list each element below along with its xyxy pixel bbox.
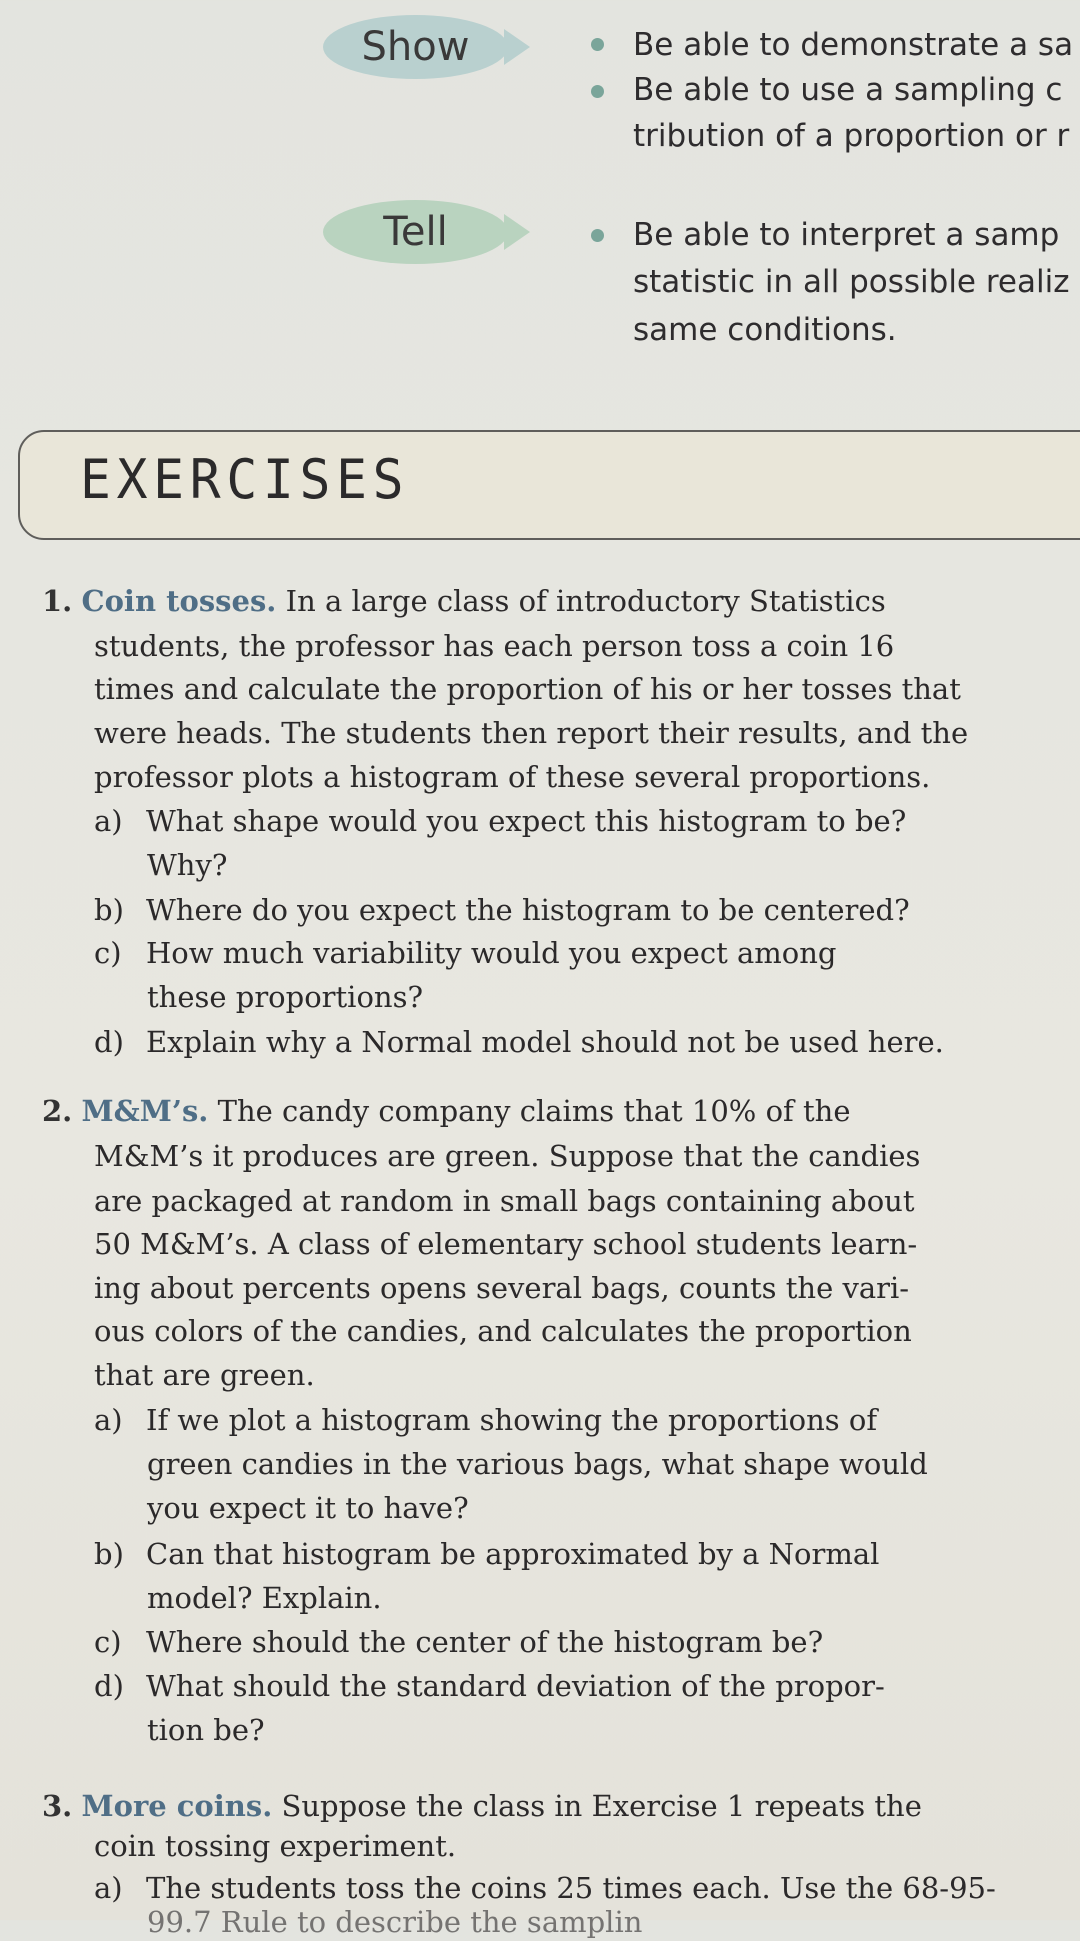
exercise-3-line (42, 1787, 922, 1825)
item-label: d) (94, 1669, 124, 1703)
exercise-2-line (42, 1092, 851, 1130)
exercise-1-item (94, 802, 906, 840)
exercise-1-item (94, 1023, 944, 1061)
bullet-icon (591, 38, 604, 51)
exercise-2-line: ous colors of the candies, and calculates the proportion (94, 1314, 912, 1348)
exercise-1-item (94, 891, 910, 929)
item-text: What shape would you expect this histogram to be? (146, 804, 907, 838)
item-label: a) (94, 804, 123, 838)
show-objective-line: tribution of a proportion or r (633, 118, 1070, 154)
exercise-2-item (94, 1401, 877, 1439)
show-objective-line: Be able to use a sampling c (633, 72, 1063, 108)
exercise-2-item-cont: green candies in the various bags, what shape would (147, 1447, 928, 1481)
exercise-1-line: times and calculate the proportion of his or her tosses that (94, 672, 961, 706)
exercise-3-item (94, 1869, 996, 1907)
exercise-1-item (94, 934, 836, 972)
section-title: EXERCISES (80, 448, 410, 511)
item-text: Where should the center of the histogram be? (146, 1625, 824, 1659)
tell-pill (323, 200, 508, 264)
exercise-number: 2. (42, 1094, 73, 1128)
exercise-3-line: coin tossing experiment. (94, 1829, 457, 1863)
item-text: What should the standard deviation of the propor- (146, 1669, 885, 1703)
item-text: Explain why a Normal model should not be used here. (146, 1025, 944, 1059)
exercise-2-item (94, 1667, 885, 1705)
exercise-2-line: 50 M&M’s. A class of elementary school students learn- (94, 1227, 918, 1261)
item-label: b) (94, 893, 124, 927)
item-text: If we plot a histogram showing the proportions of (146, 1403, 878, 1437)
exercise-number: 3. (42, 1789, 73, 1823)
item-text: Where do you expect the histogram to be centered? (146, 893, 910, 927)
item-label: d) (94, 1025, 124, 1059)
item-text: How much variability would you expect among (146, 936, 837, 970)
exercise-heading: M&M’s. (81, 1094, 209, 1128)
tell-objective-line: Be able to interpret a samp (633, 217, 1060, 253)
show-pill (323, 15, 508, 79)
exercise-text: The candy company claims that 10% of the (217, 1094, 851, 1128)
item-label: a) (94, 1403, 123, 1437)
item-label: a) (94, 1871, 123, 1905)
exercise-heading: More coins. (81, 1789, 273, 1823)
exercise-2-item (94, 1623, 823, 1661)
item-text: Can that histogram be approximated by a Normal (146, 1537, 880, 1571)
exercise-2-line: ing about percents opens several bags, counts the vari- (94, 1271, 910, 1305)
exercise-text: In a large class of introductory Statistics (285, 584, 886, 618)
exercise-1-item-cont: Why? (147, 848, 228, 882)
exercise-2-item-cont: model? Explain. (147, 1581, 382, 1615)
exercise-2-line: are packaged at random in small bags containing about (94, 1184, 915, 1218)
exercise-heading: Coin tosses. (81, 584, 277, 618)
tell-objective-line: same conditions. (633, 312, 897, 348)
exercise-1-line: were heads. The students then report their results, and the (94, 716, 969, 750)
exercise-1-line (42, 582, 886, 620)
exercise-3-item-cont: 99.7 Rule to describe the samplin (147, 1905, 643, 1939)
exercise-2-item-cont: you expect it to have? (147, 1491, 469, 1525)
exercise-2-item-cont: tion be? (147, 1713, 265, 1747)
tell-objective-line: statistic in all possible realiz (633, 264, 1070, 300)
exercise-1-line: students, the professor has each person toss a coin 16 (94, 629, 895, 663)
exercise-2-line: M&M’s it produces are green. Suppose that the candies (94, 1139, 921, 1173)
bullet-icon (591, 229, 604, 242)
exercise-text: Suppose the class in Exercise 1 repeats the (281, 1789, 922, 1823)
show-label: Show (361, 24, 470, 70)
item-text: The students toss the coins 25 times each. Use the 68-95- (146, 1871, 996, 1905)
exercise-2-item (94, 1535, 879, 1573)
exercise-1-item-cont: these proportions? (147, 980, 424, 1014)
tell-label: Tell (383, 209, 448, 255)
show-objective-line: Be able to demonstrate a sa (633, 27, 1074, 63)
item-label: c) (94, 936, 122, 970)
exercise-number: 1. (42, 584, 73, 618)
item-label: b) (94, 1537, 124, 1571)
exercise-2-line: that are green. (94, 1358, 315, 1392)
item-label: c) (94, 1625, 122, 1659)
exercise-1-line: professor plots a histogram of these several proportions. (94, 760, 931, 794)
bullet-icon (591, 85, 604, 98)
